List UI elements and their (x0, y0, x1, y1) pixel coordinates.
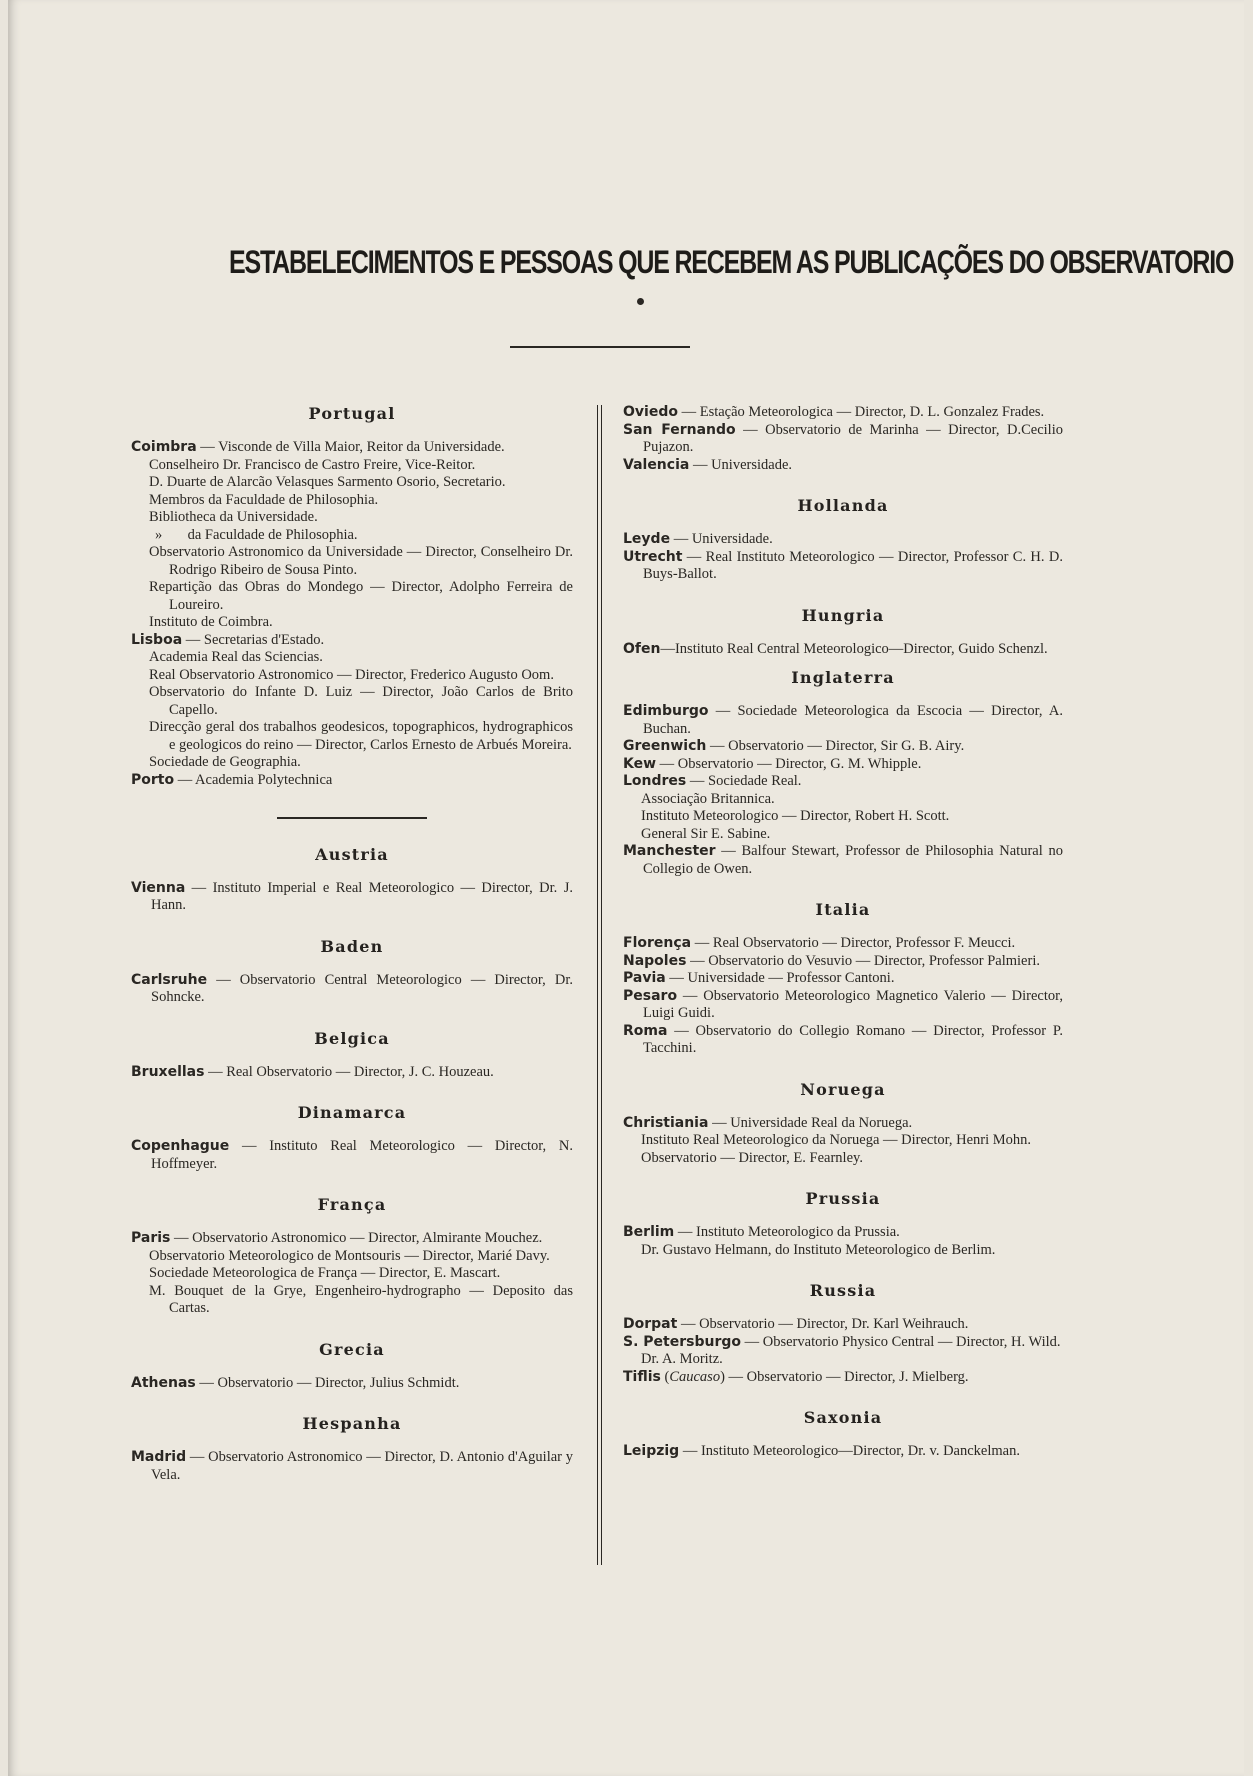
entry-text: — Balfour Stewart, Professor de Philosophia Natural no Collegio de Owen. (643, 843, 1063, 877)
entry-text: — Universidade Real da Noruega. (708, 1114, 913, 1131)
country-heading-grecia: Grecia (319, 1339, 385, 1359)
country-heading-dinamarca: Dinamarca (297, 1103, 407, 1122)
place-name: Valencia (623, 456, 690, 473)
entry-florenca (623, 935, 1063, 953)
country-heading-noruega: Noruega (800, 1079, 886, 1099)
entry-text: — Instituto Imperial e Real Meteorologico — Director, Dr. J. Hann. (151, 879, 573, 913)
entry-text: — Sociedade Real. (686, 773, 802, 789)
title-ornament-dot (637, 298, 644, 305)
sub-entry: Observatorio Astronomico da Universidade — Director, Conselheiro Dr. Rodrigo Ribeiro de Sousa Pinto. (149, 544, 573, 578)
entry-text: — Visconde de Villa Maior, Reitor da Universidade. (196, 439, 505, 455)
sub-entry: Observatorio do Infante D. Luiz — Director, João Carlos de Brito Capello. (149, 684, 573, 718)
sub-entry: Dr. Gustavo Helmann, do Instituto Meteorologico de Berlim. (641, 1241, 996, 1258)
entry-berlim (623, 1224, 1063, 1242)
entry-bruxellas (131, 1064, 573, 1082)
sub-entry: Bibliotheca da Universidade. (149, 509, 318, 525)
entry-coimbra (131, 439, 573, 457)
place-name: Athenas (131, 1374, 196, 1391)
place-name: Berlim (623, 1224, 675, 1240)
entry-text: — Instituto Meteorologico—Director, Dr. v. Danckelman. (679, 1443, 1020, 1459)
entry-lisboa (131, 632, 573, 650)
entry-text: — Instituto Meteorologico da Prussia. (674, 1224, 900, 1240)
entry-text: — Universidade. (689, 456, 793, 473)
entry-londres (623, 773, 1063, 791)
entry-kew (623, 756, 1063, 774)
entry-text: — Academia Polytechnica (174, 771, 333, 788)
entry-text: — Universidade — Professor Cantoni. (665, 970, 895, 986)
column-divider (597, 405, 602, 1565)
sub-entry: Associação Britannica. (641, 790, 775, 807)
entry-text: — Secretarias d'Estado. (182, 631, 325, 648)
place-name: Florença (623, 935, 692, 951)
place-name: Ofen (623, 640, 661, 657)
place-name: Leyde (623, 531, 671, 547)
section-rule (277, 817, 427, 819)
entry-text: — Real Instituto Meteorologico — Director, Professor C. H. D. Buys-Ballot. (643, 548, 1063, 582)
place-name: Paris (131, 1230, 171, 1246)
place-name: Pavia (623, 970, 666, 986)
sub-entry: Instituto Meteorologico — Director, Robert H. Scott. (641, 808, 950, 824)
entry-text: — Observatorio — Director, Julius Schmidt. (195, 1374, 460, 1391)
sub-entry: Observatorio — Director, E. Fearnley. (641, 1149, 863, 1166)
entry-text: — Observatorio de Marinha — Director, D.Cecilio Pujazon. (643, 421, 1063, 455)
sub-entry: Dr. A. Moritz. (641, 1351, 723, 1367)
entry-dorpat (623, 1316, 1063, 1334)
entry-text: — Observatorio — Director, J. Mielberg. (724, 1368, 969, 1385)
sub-entry: General Sir E. Sabine. (641, 825, 771, 842)
sub-entry: M. Bouquet de la Grye, Engenheiro-hydrographo — Deposito das Cartas. (149, 1282, 573, 1316)
entry-copenhague (131, 1138, 573, 1173)
entry-leipzig (623, 1443, 1063, 1461)
entry-leyde (623, 531, 1063, 549)
place-name: Coimbra (131, 439, 197, 455)
entry-text: — Observatorio do Vesuvio — Director, Professor Palmieri. (686, 952, 1040, 969)
place-name: Roma (623, 1022, 668, 1039)
entry-s-petersburgo (623, 1334, 1063, 1352)
country-heading-hungria: Hungria (801, 605, 885, 625)
entry-roma (623, 1023, 1063, 1058)
entry-text: — Observatorio do Collegio Romano — Director, Professor P. Tacchini. (643, 1022, 1063, 1056)
entry-manchester (623, 843, 1063, 878)
left-column (131, 404, 573, 1484)
entry-utrecht (623, 549, 1063, 584)
country-heading-portugal: Portugal (308, 404, 396, 423)
place-name: Londres (623, 773, 687, 789)
entry-text: —Instituto Real Central Meteorologico—Director, Guido Schenzl. (660, 640, 1048, 657)
entry-text: — Observatorio — Director, Sir G. B. Airy. (706, 738, 965, 754)
sub-entry: Real Observatorio Astronomico — Director, Frederico Augusto Oom. (149, 666, 554, 683)
place-name: Bruxellas (131, 1063, 205, 1080)
entry-valencia (623, 457, 1063, 475)
sub-entry: Conselheiro Dr. Francisco de Castro Freire, Vice-Reitor. (149, 456, 476, 473)
entry-ofen (623, 641, 1063, 659)
entry-greenwich (623, 738, 1063, 756)
place-name: Napoles (623, 952, 687, 969)
entry-text: — Sociedade Meteorologica da Escocia — Director, A. Buchan. (643, 703, 1063, 737)
sub-entry: D. Duarte de Alarcão Velasques Sarmento Osorio, Secretario. (149, 474, 506, 490)
sub-entry: Academia Real das Sciencias. (149, 649, 323, 665)
right-column (623, 404, 1063, 1461)
entry-paris (131, 1230, 573, 1248)
place-name: S. Petersburgo (623, 1333, 741, 1350)
place-name: Greenwich (623, 738, 707, 754)
country-heading-austria: Austria (315, 844, 389, 864)
entry-text: — Observatorio Astronomico — Director, Almirante Mouchez. (170, 1230, 543, 1246)
place-name: Tiflis (623, 1368, 661, 1385)
place-name: Leipzig (623, 1443, 680, 1459)
entry-text: — Real Observatorio — Director, Professor F. Meucci. (691, 935, 1016, 951)
region-name: Caucaso (669, 1368, 721, 1385)
place-name: Edimburgo (623, 703, 709, 719)
country-heading-italia: Italia (815, 900, 871, 919)
entry-athenas (131, 1375, 573, 1393)
entry-carlsruhe (131, 972, 573, 1007)
place-name: Utrecht (623, 548, 683, 565)
place-name: Lisboa (131, 631, 183, 648)
place-name: Porto (131, 771, 175, 788)
country-heading-russia: Russia (809, 1281, 877, 1300)
entry-text: — Observatorio Astronomico — Director, D. Antonio d'Aguilar y Vela. (151, 1449, 573, 1483)
country-heading-prussia: Prussia (805, 1189, 881, 1208)
entry-text: — Instituto Real Meteorologico — Director, N. Hoffmeyer. (151, 1138, 573, 1172)
entry-text: — Observatorio — Director, G. M. Whipple. (656, 755, 922, 772)
sub-entry: Sociedade de Geographia. (149, 754, 301, 770)
country-heading-franca: França (317, 1195, 387, 1214)
place-name: Oviedo (623, 404, 678, 420)
entry-vienna (131, 880, 573, 915)
sub-entry: » da Faculdade de Philosophia. (155, 526, 358, 543)
entry-oviedo (623, 404, 1063, 422)
place-name: Pesaro (623, 987, 678, 1004)
place-name: Madrid (131, 1449, 187, 1465)
country-heading-hespanha: Hespanha (302, 1414, 402, 1433)
entry-text: — Observatorio — Director, Dr. Karl Weihrauch. (677, 1316, 969, 1332)
country-heading-belgica: Belgica (314, 1028, 390, 1048)
entry-edimburgo (623, 703, 1063, 738)
entry-pesaro (623, 988, 1063, 1023)
sub-entry: Instituto Real Meteorologico da Noruega — Director, Henri Mohn. (641, 1132, 1032, 1148)
place-name: Copenhague (131, 1138, 230, 1154)
place-name: Manchester (623, 843, 716, 859)
country-heading-saxonia: Saxonia (803, 1408, 883, 1427)
entry-text: — Observatorio Physico Central — Director, H. Wild. (741, 1333, 1061, 1350)
place-name: Dorpat (623, 1316, 678, 1332)
entry-text: — Observatorio Meteorologico Magnetico Valerio — Director, Luigi Guidi. (643, 987, 1063, 1021)
sub-entry: Observatorio Meteorologico de Montsouris — Director, Marié Davy. (149, 1247, 550, 1264)
entry-text: — Universidade. (670, 531, 773, 547)
title-rule (510, 346, 690, 348)
sub-entry: Direcção geral dos trabalhos geodesicos, topographicos, hydrographicos e geologicos do reino — Director, Carlos Ernesto de Arbués Moreira. (149, 719, 573, 753)
place-name: Kew (623, 755, 657, 772)
country-heading-inglaterra: Inglaterra (791, 668, 895, 687)
entry-pavia (623, 970, 1063, 988)
place-name: Christiania (623, 1114, 709, 1131)
entry-text: — Real Observatorio — Director, J. C. Houzeau. (204, 1063, 494, 1080)
place-name: Carlsruhe (131, 971, 208, 988)
entry-madrid (131, 1449, 573, 1484)
sub-entry: Sociedade Meteorologica de França — Director, E. Mascart. (149, 1265, 501, 1281)
sub-entry: Instituto de Coimbra. (149, 614, 273, 630)
entry-tiflis: Tiflis (Caucaso) — Observatorio — Director, J. Mielberg. (623, 1368, 969, 1385)
entry-text: — Estação Meteorologica — Director, D. L. Gonzalez Frades. (677, 404, 1045, 420)
country-heading-baden: Baden (320, 936, 384, 956)
sub-entry: Repartição das Obras do Mondego — Director, Adolpho Ferreira de Loureiro. (149, 579, 573, 613)
entry-text: — Observatorio Central Meteorologico — Director, Dr. Sohncke. (151, 971, 573, 1005)
entry-porto (131, 772, 573, 790)
place-name: Vienna (131, 879, 186, 896)
page-title: ESTABELECIMENTOS E PESSOAS QUE RECEBEM AS PUBLICAÇÕES DO OBSERVATORIO (229, 244, 1234, 280)
entry-christiania (623, 1115, 1063, 1133)
place-name: San Fernando (623, 421, 736, 438)
country-heading-hollanda: Hollanda (797, 496, 889, 515)
entry-napoles (623, 953, 1063, 971)
sub-entry: Membros da Faculdade de Philosophia. (149, 491, 379, 508)
entry-san-fernando (623, 422, 1063, 457)
